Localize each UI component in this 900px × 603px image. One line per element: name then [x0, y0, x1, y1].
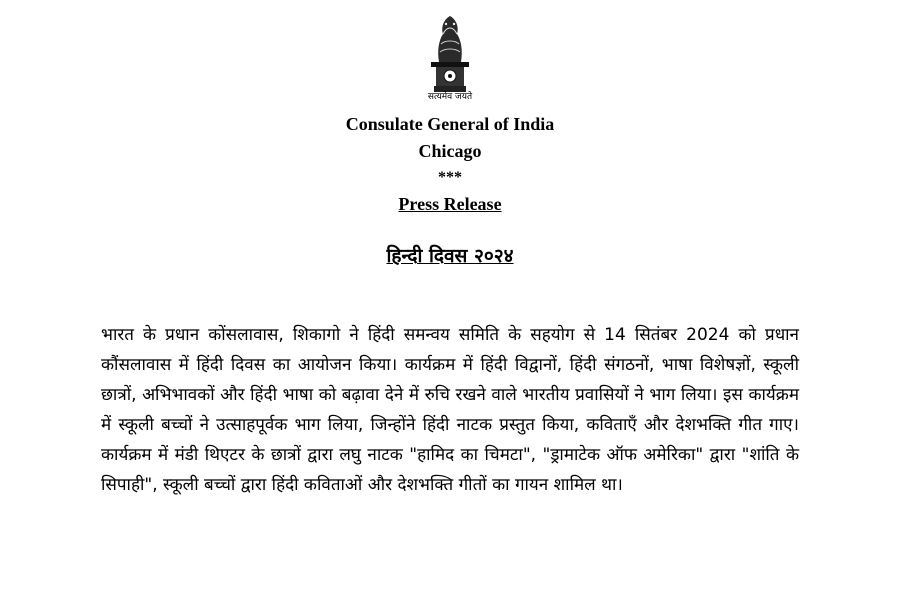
emblem-motto: सत्यमेव जयते — [427, 92, 473, 102]
national-emblem-icon — [427, 10, 473, 94]
office-city: Chicago — [418, 141, 482, 161]
press-release-title: हिन्दी दिवस २०२४ — [386, 245, 514, 267]
header-separator: *** — [438, 169, 462, 186]
document-type: Press Release — [398, 194, 502, 214]
office-name: Consulate General of India — [345, 114, 555, 134]
press-release-body: भारत के प्रधान कोंसलावास, शिकागो ने हिंदी समन्वय समिति के सहयोग से 14 सितंबर 2024 को प्रधान कौंसलावास में हिंदी दिवस का आयोजन किया। कार्यक्रम में हिंदी विद्वानों, हिंदी संगठनों, भाषा विशेषज्ञों, स्कूली छात्रों, अभिभावकों और हिंदी भाषा को बढ़ावा देने में रुचि रखने वाले भारतीय प्रवासियों ने भाग लिया। इस कार्यक्रम में स्कूली बच्चों ने उत्साहपूर्वक भाग लिया, जिन्होंने हिंदी नाटक प्रस्तुत किया, कविताएँ और देशभक्ति गीत गाए। कार्यक्रम में मंडी थिएटर के छात्रों द्वारा लघु नाटक "हामिद का चिमटा", "ड्रामाटेक ऑफ अमेरिका" द्वारा "शांति के सिपाही", स्कूली बच्चों द्वारा हिंदी कविताओं और देशभक्ति गीतों का गायन शामिल था। — [101, 325, 799, 495]
